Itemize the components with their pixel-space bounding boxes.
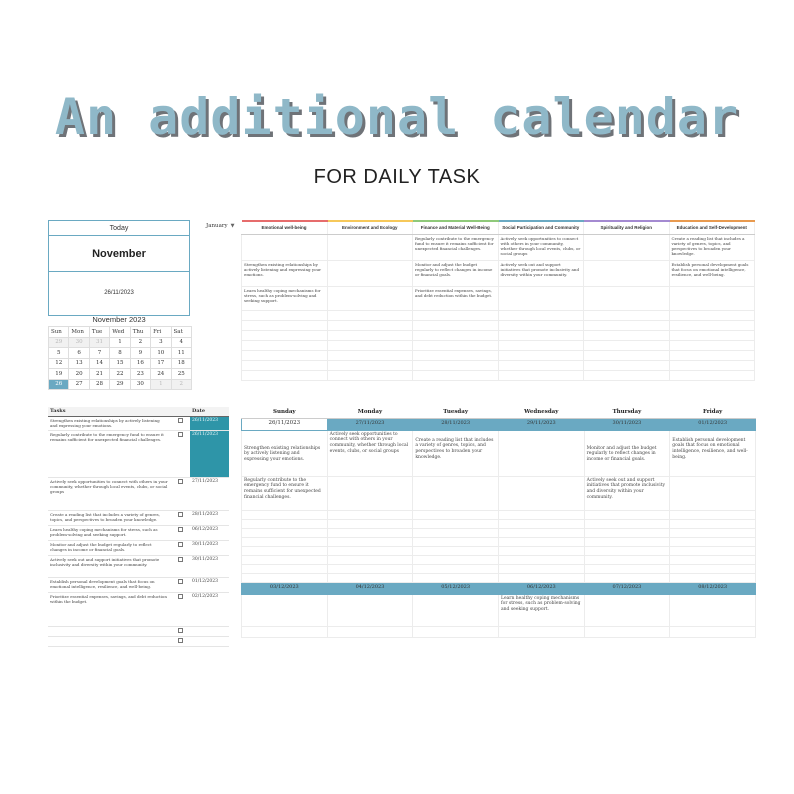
wellbeing-cell[interactable] <box>669 370 755 380</box>
wellbeing-cell[interactable] <box>498 330 584 340</box>
week-entry[interactable] <box>242 626 328 637</box>
mini-calendar-day[interactable]: 18 <box>171 358 191 369</box>
mini-calendar-day-header: Fri <box>151 327 171 338</box>
week-entry[interactable] <box>670 528 756 537</box>
wellbeing-cell[interactable] <box>242 234 328 260</box>
task-date[interactable]: 01/12/2023 <box>190 577 229 592</box>
mini-calendar-day[interactable]: 28 <box>89 379 109 390</box>
week-entry[interactable] <box>242 430 328 476</box>
task-checkbox[interactable] <box>170 510 190 525</box>
wellbeing-cell[interactable] <box>242 310 328 320</box>
mini-calendar <box>48 326 192 390</box>
week-entry[interactable] <box>327 476 413 510</box>
task-checkbox[interactable] <box>170 477 190 510</box>
week-entry[interactable] <box>584 537 670 546</box>
wellbeing-cell[interactable] <box>669 320 755 330</box>
task-date[interactable]: 28/11/2023 <box>190 510 229 525</box>
week-entry-text: Monitor and adjust the budget regularly to reflect changes in income or financial goals. <box>586 445 657 463</box>
week-entry[interactable] <box>413 430 499 476</box>
task-checkbox[interactable] <box>170 577 190 592</box>
week-date[interactable]: 28/11/2023 <box>413 418 499 430</box>
week-entry[interactable] <box>670 594 756 626</box>
mini-calendar-day[interactable]: 30 <box>69 337 89 348</box>
mini-calendar-day[interactable]: 16 <box>130 358 150 369</box>
task-date[interactable]: 30/11/2023 <box>190 540 229 555</box>
week-entry[interactable] <box>327 546 413 555</box>
task-text[interactable] <box>48 636 170 646</box>
task-text[interactable]: Create a reading list that includes a variety of genres, topics, and perspectives to broaden your knowledge. <box>48 510 170 525</box>
task-date[interactable]: 26/11/2023 <box>190 430 229 477</box>
mini-calendar-day[interactable]: 7 <box>89 348 109 359</box>
week-entry[interactable] <box>670 564 756 573</box>
wellbeing-cell[interactable] <box>669 286 755 310</box>
task-text[interactable] <box>48 626 170 636</box>
week-entry[interactable] <box>498 564 584 573</box>
weekday-header-wednesday: Wednesday <box>498 407 584 418</box>
wellbeing-cell[interactable] <box>584 234 670 260</box>
week-entry[interactable] <box>670 626 756 637</box>
wellbeing-table <box>241 220 755 381</box>
wellbeing-cell[interactable] <box>413 360 499 370</box>
week-entry[interactable] <box>498 537 584 546</box>
mini-calendar-day[interactable]: 21 <box>89 369 109 380</box>
week-entry[interactable] <box>242 510 328 519</box>
chevron-down-icon: ▼ <box>230 223 235 229</box>
week-entry[interactable] <box>584 564 670 573</box>
week-entry[interactable] <box>670 555 756 564</box>
week-entry[interactable] <box>584 546 670 555</box>
week-entry[interactable] <box>670 510 756 519</box>
today-panel <box>48 220 190 316</box>
wellbeing-cell[interactable] <box>498 310 584 320</box>
wellbeing-cell[interactable] <box>584 340 670 350</box>
wellbeing-cell[interactable] <box>584 286 670 310</box>
task-date[interactable] <box>190 626 229 636</box>
checkbox-icon <box>178 557 183 562</box>
task-date[interactable]: 06/12/2023 <box>190 525 229 540</box>
wellbeing-cell[interactable] <box>584 370 670 380</box>
checkbox-icon <box>178 418 183 423</box>
week-entry[interactable] <box>327 594 413 626</box>
mini-calendar-day[interactable]: 22 <box>110 369 130 380</box>
week-entry-text: Strengthen existing relationships by actively listening and expressing your emotions. <box>244 445 321 463</box>
week-entry[interactable] <box>413 546 499 555</box>
mini-calendar-day[interactable]: 14 <box>89 358 109 369</box>
wellbeing-cell[interactable] <box>669 350 755 360</box>
today-label: Today <box>49 221 189 236</box>
mini-calendar-day[interactable]: 31 <box>89 337 109 348</box>
wellbeing-cell[interactable] <box>413 370 499 380</box>
mini-calendar-day[interactable]: 1 <box>110 337 130 348</box>
checkbox-icon <box>178 479 183 484</box>
mini-calendar-title: November 2023 <box>92 315 146 324</box>
week-entry[interactable] <box>413 564 499 573</box>
task-checkbox[interactable] <box>170 592 190 626</box>
mini-calendar-day[interactable]: 20 <box>69 369 89 380</box>
mini-calendar-day[interactable]: 11 <box>171 348 191 359</box>
week-entry[interactable] <box>242 564 328 573</box>
wellbeing-cell[interactable] <box>327 234 413 260</box>
mini-calendar-day-header: Wed <box>110 327 130 338</box>
mini-calendar-day[interactable]: 3 <box>151 337 171 348</box>
wellbeing-cell[interactable] <box>413 350 499 360</box>
week-entry[interactable] <box>498 430 584 476</box>
mini-calendar-day[interactable]: 15 <box>110 358 130 369</box>
wellbeing-cell[interactable] <box>584 350 670 360</box>
category-header-environment: Environment and Ecology <box>327 221 413 234</box>
week-entry[interactable] <box>327 626 413 637</box>
week-entry[interactable] <box>670 476 756 510</box>
week-date[interactable]: 07/12/2023 <box>584 582 670 594</box>
checkbox-icon <box>178 527 183 532</box>
week-entry[interactable]: Actively seek opportunities to connect with others in your community, whether through local events, clubs, or social groups <box>327 430 413 476</box>
week-entry[interactable] <box>242 555 328 564</box>
week-entry[interactable] <box>670 537 756 546</box>
task-text[interactable]: Actively seek opportunities to connect with others in your community, whether through local events, clubs, or social groups <box>48 477 170 510</box>
week-date[interactable]: 30/11/2023 <box>584 418 670 430</box>
week-calendar <box>241 407 756 638</box>
week-entry[interactable] <box>584 519 670 528</box>
task-date[interactable]: 26/11/2023 <box>190 416 229 430</box>
task-date[interactable]: 30/11/2023 <box>190 555 229 577</box>
wellbeing-cell[interactable] <box>584 330 670 340</box>
mini-calendar-day-header: Thu <box>130 327 150 338</box>
week-entry[interactable] <box>413 528 499 537</box>
task-checkbox[interactable] <box>170 555 190 577</box>
week-entry[interactable] <box>498 476 584 510</box>
week-date[interactable]: 05/12/2023 <box>413 582 499 594</box>
mini-calendar-day[interactable]: 5 <box>49 348 69 359</box>
mini-calendar-day[interactable]: 6 <box>69 348 89 359</box>
week-entry[interactable] <box>242 528 328 537</box>
task-text[interactable]: Monitor and adjust the budget regularly to reflect changes in income or financial goals. <box>48 540 170 555</box>
week-entry[interactable] <box>584 528 670 537</box>
week-date[interactable]: 29/11/2023 <box>498 418 584 430</box>
wellbeing-cell[interactable] <box>242 340 328 350</box>
task-table <box>48 407 229 647</box>
weekday-header-monday: Monday <box>327 407 413 418</box>
week-entry[interactable] <box>498 555 584 564</box>
wellbeing-cell[interactable] <box>327 350 413 360</box>
mini-calendar-day[interactable]: 29 <box>110 379 130 390</box>
wellbeing-cell[interactable] <box>413 340 499 350</box>
week-entry[interactable] <box>498 626 584 637</box>
mini-calendar-day-selected[interactable]: 26 <box>49 379 69 390</box>
task-date[interactable] <box>190 636 229 646</box>
week-entry[interactable] <box>584 430 670 476</box>
week-entry[interactable] <box>670 573 756 582</box>
today-month: November <box>49 236 189 272</box>
week-entry[interactable] <box>584 626 670 637</box>
month-dropdown-value: January <box>206 223 228 229</box>
week-entry[interactable] <box>327 537 413 546</box>
task-text[interactable]: Prioritize essential expenses, savings, and debt reduction within the budget. <box>48 592 170 626</box>
mini-calendar-day[interactable]: 27 <box>69 379 89 390</box>
weekday-header-friday: Friday <box>670 407 756 418</box>
checkbox-icon <box>178 512 183 517</box>
mini-calendar-day-header: Mon <box>69 327 89 338</box>
wellbeing-cell[interactable] <box>327 320 413 330</box>
wellbeing-cell[interactable] <box>242 320 328 330</box>
week-entry[interactable] <box>670 546 756 555</box>
wellbeing-cell[interactable] <box>242 330 328 340</box>
category-header-emotional: Emotional well-being <box>242 221 328 234</box>
week-entry[interactable] <box>242 594 328 626</box>
page-title: An additional calendar <box>54 88 740 146</box>
weekday-header-sunday: Sunday <box>242 407 328 418</box>
week-entry[interactable] <box>413 594 499 626</box>
week-entry[interactable] <box>413 519 499 528</box>
wellbeing-cell[interactable] <box>584 320 670 330</box>
mini-calendar-day[interactable]: 19 <box>49 369 69 380</box>
wellbeing-cell[interactable] <box>327 370 413 380</box>
week-entry[interactable] <box>584 594 670 626</box>
week-date[interactable]: 27/11/2023 <box>327 418 413 430</box>
month-dropdown[interactable] <box>206 223 234 229</box>
wellbeing-cell[interactable] <box>669 340 755 350</box>
week-entry[interactable] <box>413 626 499 637</box>
week-entry[interactable] <box>327 519 413 528</box>
wellbeing-cell[interactable] <box>669 310 755 320</box>
week-date[interactable]: 04/12/2023 <box>327 582 413 594</box>
week-entry[interactable] <box>413 573 499 582</box>
week-date[interactable]: 06/12/2023 <box>498 582 584 594</box>
week-entry[interactable] <box>498 528 584 537</box>
week-entry[interactable] <box>670 519 756 528</box>
mini-calendar-day[interactable]: 2 <box>171 379 191 390</box>
mini-calendar-day[interactable]: 17 <box>151 358 171 369</box>
mini-calendar-day[interactable]: 29 <box>49 337 69 348</box>
task-text[interactable]: Learn healthy coping mechanisms for stress, such as problem-solving and seeking support. <box>48 525 170 540</box>
wellbeing-cell[interactable] <box>413 320 499 330</box>
wellbeing-cell[interactable] <box>327 286 413 310</box>
mini-calendar-day[interactable]: 2 <box>130 337 150 348</box>
mini-calendar-day[interactable]: 10 <box>151 348 171 359</box>
wellbeing-cell[interactable] <box>584 260 670 286</box>
checkbox-icon <box>178 628 183 633</box>
week-entry[interactable]: Actively seek out and support initiatives that promote inclusivity and diversity within your community. <box>584 476 670 510</box>
week-entry[interactable] <box>413 555 499 564</box>
wellbeing-cell[interactable]: Establish personal development goals that focus on emotional intelligence, resilience, and well-being. <box>669 260 755 286</box>
checkbox-icon <box>178 638 183 643</box>
task-checkbox[interactable] <box>170 636 190 646</box>
mini-calendar-day[interactable]: 4 <box>171 337 191 348</box>
checkbox-icon <box>178 594 183 599</box>
week-entry[interactable] <box>327 564 413 573</box>
week-entry[interactable] <box>413 510 499 519</box>
week-date-current[interactable]: 26/11/2023 <box>242 418 328 430</box>
task-checkbox[interactable] <box>170 416 190 430</box>
mini-calendar-day[interactable]: 9 <box>130 348 150 359</box>
week-entry[interactable] <box>327 510 413 519</box>
week-entry[interactable] <box>498 573 584 582</box>
task-checkbox[interactable] <box>170 540 190 555</box>
wellbeing-cell[interactable] <box>327 260 413 286</box>
mini-calendar-day[interactable]: 12 <box>49 358 69 369</box>
week-entry[interactable]: Regularly contribute to the emergency fund to ensure it remains sufficient for unexpected financial challenges. <box>242 476 328 510</box>
task-checkbox[interactable] <box>170 525 190 540</box>
week-date[interactable]: 08/12/2023 <box>670 582 756 594</box>
wellbeing-cell[interactable] <box>669 360 755 370</box>
wellbeing-cell[interactable] <box>498 340 584 350</box>
week-entry[interactable] <box>413 537 499 546</box>
week-entry[interactable] <box>498 519 584 528</box>
wellbeing-cell[interactable] <box>242 370 328 380</box>
checkbox-header <box>170 407 190 416</box>
week-date[interactable]: 03/12/2023 <box>242 582 328 594</box>
wellbeing-cell[interactable]: Prioritize essential expenses, savings, and debt reduction within the budget. <box>413 286 499 310</box>
task-checkbox[interactable] <box>170 430 190 477</box>
week-entry[interactable] <box>498 510 584 519</box>
category-header-education: Education and Self-Development <box>669 221 755 234</box>
page-subtitle: FOR DAILY TASK <box>313 166 481 188</box>
wellbeing-cell[interactable] <box>498 360 584 370</box>
wellbeing-cell[interactable] <box>327 340 413 350</box>
checkbox-icon <box>178 542 183 547</box>
category-header-social: Social Participation and Community <box>498 221 584 234</box>
wellbeing-cell[interactable] <box>413 330 499 340</box>
wellbeing-cell[interactable]: Strengthen existing relationships by actively listening and expressing your emotions. <box>242 260 328 286</box>
wellbeing-cell[interactable]: Create a reading list that includes a variety of genres, topics, and perspectives to broaden your knowledge. <box>669 234 755 260</box>
wellbeing-cell[interactable]: Learn healthy coping mechanisms for stress, such as problem-solving and seeking support. <box>242 286 328 310</box>
week-entry[interactable] <box>242 573 328 582</box>
week-entry[interactable] <box>584 555 670 564</box>
mini-calendar-day[interactable]: 30 <box>130 379 150 390</box>
mini-calendar-day[interactable]: 1 <box>151 379 171 390</box>
week-entry[interactable] <box>327 528 413 537</box>
wellbeing-cell[interactable] <box>584 360 670 370</box>
task-date[interactable]: 27/11/2023 <box>190 477 229 510</box>
wellbeing-cell[interactable] <box>242 350 328 360</box>
wellbeing-cell[interactable] <box>498 370 584 380</box>
wellbeing-cell[interactable]: Monitor and adjust the budget regularly to reflect changes in income or financial goals. <box>413 260 499 286</box>
wellbeing-cell[interactable] <box>498 286 584 310</box>
task-date[interactable]: 02/12/2023 <box>190 592 229 626</box>
week-entry[interactable] <box>413 476 499 510</box>
week-entry[interactable] <box>670 430 756 476</box>
checkbox-icon <box>178 432 183 437</box>
wellbeing-cell[interactable] <box>413 310 499 320</box>
week-entry[interactable] <box>327 555 413 564</box>
mini-calendar-day[interactable]: 8 <box>110 348 130 359</box>
today-date: 26/11/2023 <box>104 290 134 296</box>
task-text[interactable]: Strengthen existing relationships by actively listening and expressing your emotions. <box>48 416 170 430</box>
date-header: Date <box>190 407 229 416</box>
weekday-header-tuesday: Tuesday <box>413 407 499 418</box>
week-entry[interactable] <box>242 537 328 546</box>
weekday-header-thursday: Thursday <box>584 407 670 418</box>
category-header-spirituality: Spirituality and Religion <box>584 221 670 234</box>
wellbeing-cell[interactable]: Actively seek opportunities to connect with others in your community, whether through local events, clubs, or social groups <box>498 234 584 260</box>
mini-calendar-day[interactable]: 23 <box>130 369 150 380</box>
week-entry[interactable] <box>498 546 584 555</box>
week-entry[interactable] <box>242 519 328 528</box>
task-checkbox[interactable] <box>170 626 190 636</box>
task-text[interactable]: Actively seek out and support initiatives that promote inclusivity and diversity within your community. <box>48 555 170 577</box>
checkbox-icon <box>178 579 183 584</box>
task-text[interactable]: Regularly contribute to the emergency fund to ensure it remains sufficient for unexpected financial challenges. <box>48 430 170 477</box>
week-entry[interactable] <box>327 573 413 582</box>
mini-calendar-day-header: Sat <box>171 327 191 338</box>
wellbeing-cell[interactable] <box>327 360 413 370</box>
category-header-finance: Finance and Material Well-Being <box>413 221 499 234</box>
wellbeing-cell[interactable] <box>327 330 413 340</box>
mini-calendar-day-header: Sun <box>49 327 69 338</box>
task-text[interactable]: Establish personal development goals that focus on emotional intelligence, resilience, and well-being. <box>48 577 170 592</box>
week-entry[interactable] <box>242 546 328 555</box>
wellbeing-cell[interactable] <box>498 320 584 330</box>
week-entry[interactable] <box>584 573 670 582</box>
week-date[interactable]: 01/12/2023 <box>670 418 756 430</box>
week-entry[interactable] <box>584 510 670 519</box>
mini-calendar-day[interactable]: 24 <box>151 369 171 380</box>
wellbeing-cell[interactable] <box>584 310 670 320</box>
wellbeing-cell[interactable] <box>242 360 328 370</box>
mini-calendar-day-header: Tue <box>89 327 109 338</box>
week-entry-text: Establish personal development goals that focus on emotional intelligence, resilience, and well-being. <box>672 437 748 460</box>
week-entry[interactable]: Learn healthy coping mechanisms for stress, such as problem-solving and seeking support. <box>498 594 584 626</box>
wellbeing-cell[interactable]: Regularly contribute to the emergency fund to ensure it remains sufficient for unexpected financial challenges. <box>413 234 499 260</box>
wellbeing-cell[interactable]: Actively seek out and support initiatives that promote inclusivity and diversity within your community. <box>498 260 584 286</box>
mini-calendar-day[interactable]: 13 <box>69 358 89 369</box>
wellbeing-cell[interactable] <box>498 350 584 360</box>
tasks-header: Tasks <box>48 407 170 416</box>
mini-calendar-day[interactable]: 25 <box>171 369 191 380</box>
week-entry-text: Create a reading list that includes a variety of genres, topics, and perspectives to broaden your knowledge. <box>415 437 494 460</box>
wellbeing-cell[interactable] <box>669 330 755 340</box>
wellbeing-cell[interactable] <box>327 310 413 320</box>
